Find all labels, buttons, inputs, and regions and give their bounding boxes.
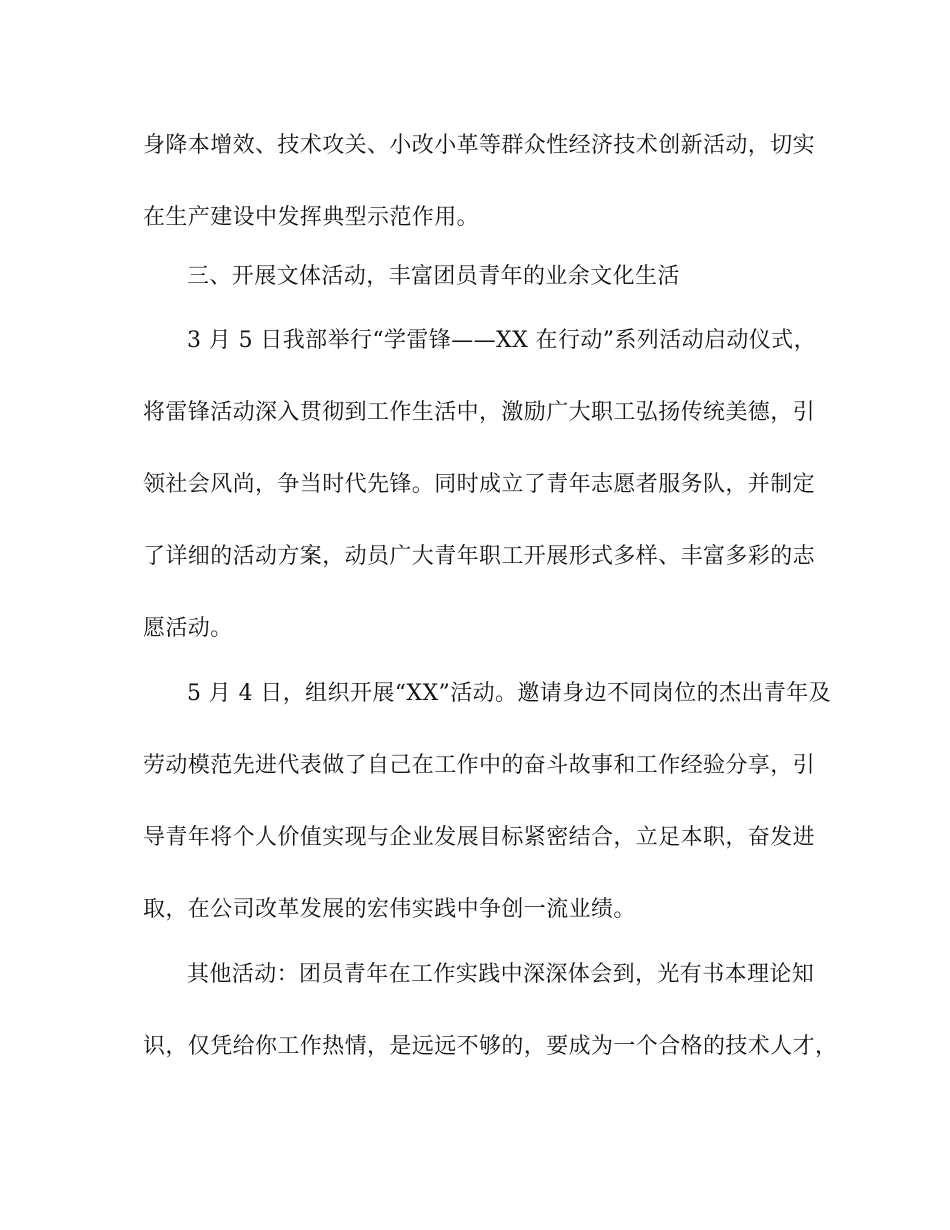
paragraph-line: 导青年将个人价值实现与企业发展目标紧密结合，立足本职，奋发进 xyxy=(143,825,816,850)
paragraph-line: 愿活动。 xyxy=(143,616,233,641)
paragraph-line: 其他活动：团员青年在工作实践中深深体会到，光有书本理论知 xyxy=(187,962,815,987)
paragraph-line: 识，仅凭给你工作热情，是远远不够的，要成为一个合格的技术人才， xyxy=(143,1034,838,1059)
paragraph-line: 3 月 5 日我部举行“学雷锋——XX 在行动”系列活动启动仪式， xyxy=(187,328,816,353)
paragraph-line: 将雷锋活动深入贯彻到工作生活中，激励广大职工弘扬传统美德，引 xyxy=(143,400,816,425)
paragraph-line: 5 月 4 日，组织开展“XX”活动。邀请身边不同岗位的杰出青年及 xyxy=(187,681,831,706)
paragraph-line: 在生产建设中发挥典型示范作用。 xyxy=(143,205,480,230)
section-heading: 三、开展文体活动，丰富团员青年的业余文化生活 xyxy=(187,264,680,289)
paragraph-line: 身降本增效、技术攻关、小改小革等群众性经济技术创新活动，切实 xyxy=(143,133,816,158)
paragraph-line: 取，在公司改革发展的宏伟实践中争创一流业绩。 xyxy=(143,897,636,922)
paragraph-line: 了详细的活动方案，动员广大青年职工开展形式多样、丰富多彩的志 xyxy=(143,544,816,569)
paragraph-line: 领社会风尚，争当时代先锋。同时成立了青年志愿者服务队，并制定 xyxy=(143,472,816,497)
paragraph-line: 劳动模范先进代表做了自己在工作中的奋斗故事和工作经验分享，引 xyxy=(143,753,816,778)
